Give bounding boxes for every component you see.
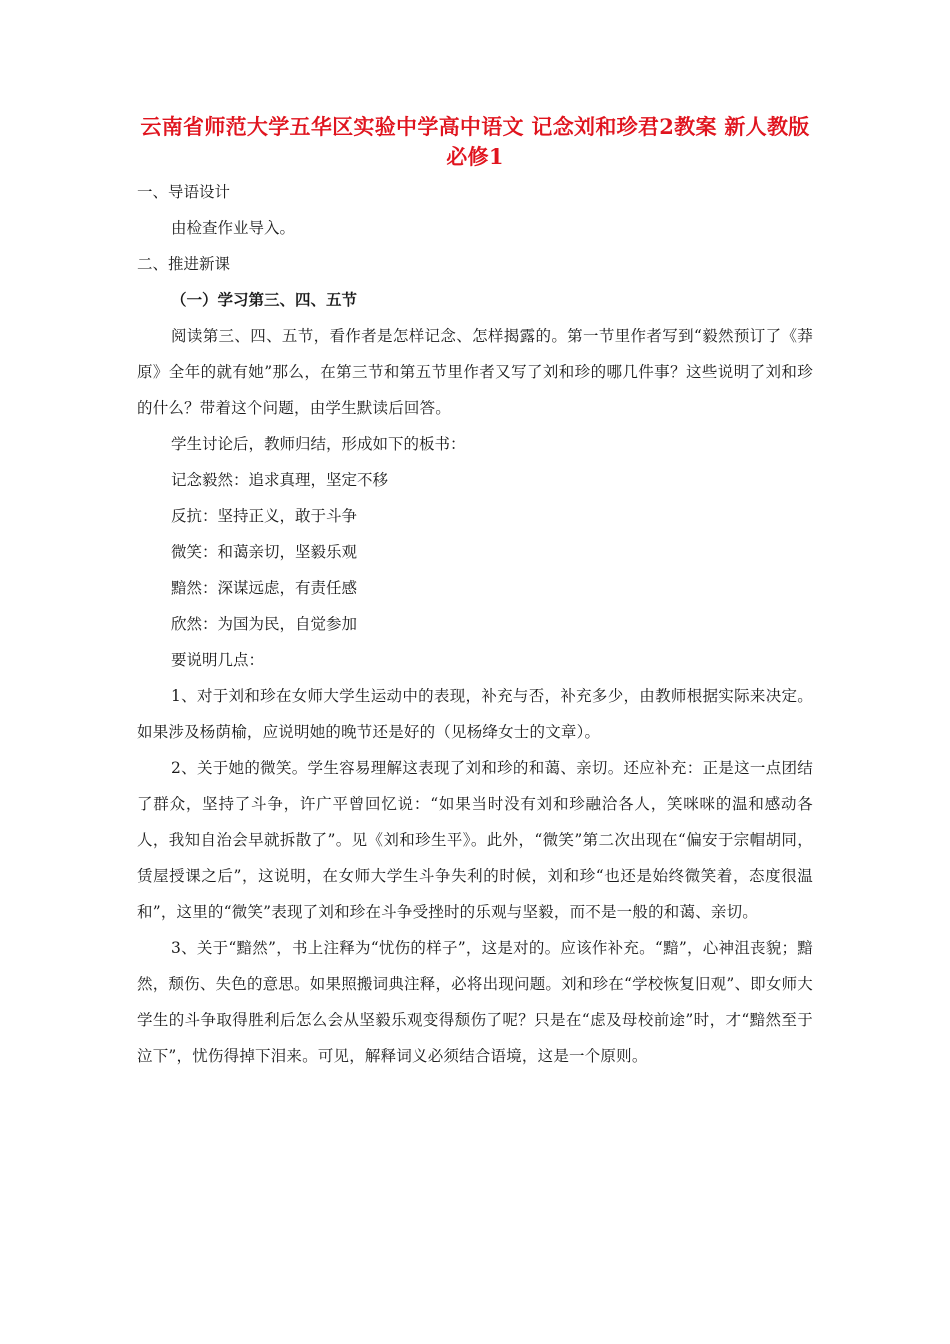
document-page: [137, 112, 813, 1074]
board-item: 黯然：深谋远虑，有责任感: [171, 579, 358, 597]
discussion-text: 学生讨论后，教师归结，形成如下的板书：: [171, 435, 466, 453]
notes-heading: 要说明几点：: [171, 651, 265, 669]
subsection-heading: （一）学习第三、四、五节: [171, 290, 358, 309]
board-item: 欣然：为国为民，自觉参加: [171, 615, 358, 633]
note-paragraph: 1、对于刘和珍在女师大学生运动中的表现，补充与否，补充多少，由教师根据实际来决定。如果涉及杨荫榆，应说明她的晚节还是好的（见杨绛女士的文章）。: [137, 687, 813, 741]
section-heading-new-lesson: 二、推进新课: [137, 255, 231, 273]
reading-instruction-paragraph: 阅读第三、四、五节，看作者是怎样记念、怎样揭露的。第一节里作者写到“毅然预订了《莽原》全年的就有她”那么，在第三节和第五节里作者又写了刘和珍的哪几件事？这些说明了刘和珍的什么？带着这个问题，由学生默读后回答。: [137, 327, 813, 417]
document-title: 云南省师范大学五华区实验中学高中语文 记念刘和珍君2教案 新人教版必修1: [140, 114, 810, 169]
note-paragraph: 3、关于“黯然”，书上注释为“忧伤的样子”，这是对的。应该作补充。“黯”，心神沮丧貌；黯然，颓伤、失色的意思。如果照搬词典注释，必将出现问题。刘和珍在“学校恢复旧观”、即女师大学生的斗争取得胜利后怎么会从坚毅乐观变得颓伤了呢？只是在“虑及母校前途”时，才“黯然至于泣下”，忧伤得掉下泪来。可见，解释词义必须结合语境，这是一个原则。: [137, 939, 813, 1065]
board-item: 微笑：和蔼亲切，坚毅乐观: [171, 543, 358, 561]
board-item: 反抗：坚持正义，敢于斗争: [171, 507, 358, 525]
intro-text: 由检查作业导入。: [171, 219, 296, 237]
board-item: 记念毅然：追求真理，坚定不移: [171, 471, 389, 489]
section-heading-intro-design: 一、导语设计: [137, 183, 231, 201]
note-paragraph: 2、关于她的微笑。学生容易理解这表现了刘和珍的和蔼、亲切。还应补充：正是这一点团结了群众，坚持了斗争，许广平曾回忆说：“如果当时没有刘和珍融洽各人，笑咪咪的温和感动各人，我知自治会早就拆散了”。见《刘和珍生平》。此外，“微笑”第二次出现在“偏安于宗帽胡同，赁屋授课之后”，这说明，在女师大学生斗争失利的时候，刘和珍“也还是始终微笑着，态度很温和”，这里的“微笑”表现了刘和珍在斗争受挫时的乐观与坚毅，而不是一般的和蔼、亲切。: [137, 759, 813, 921]
